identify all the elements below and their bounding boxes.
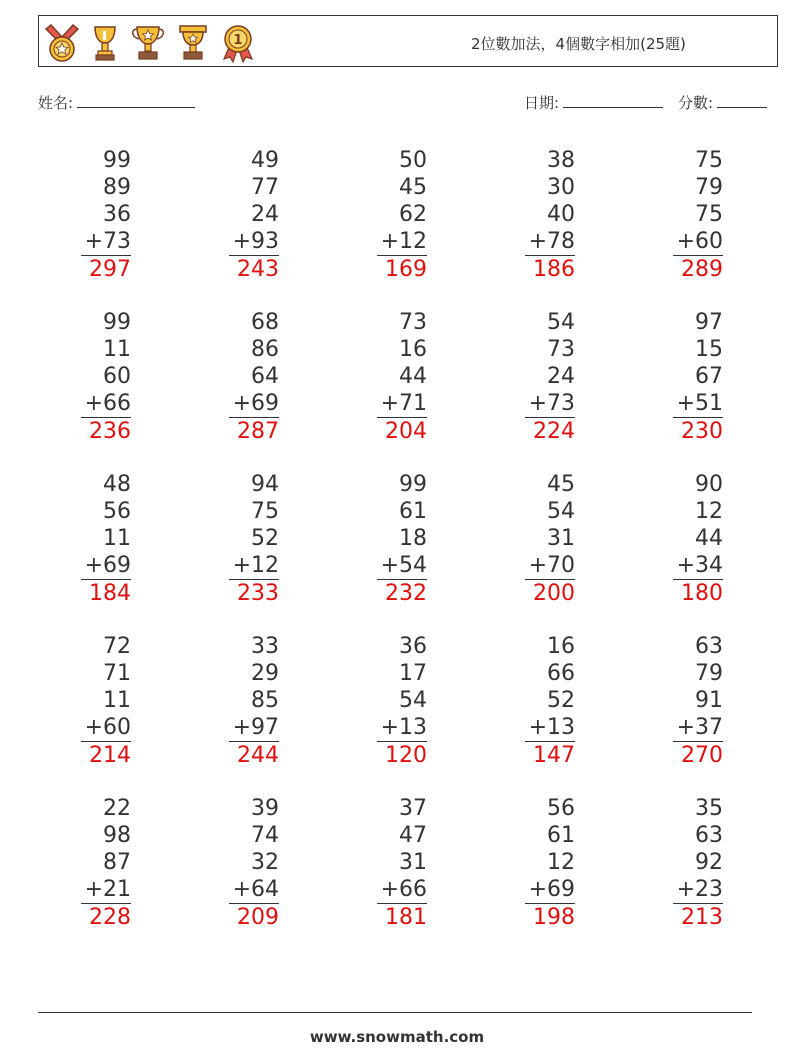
answer: 236 [89,419,131,444]
addend: 36 [103,202,131,227]
addend: +66 [377,876,427,904]
addend: 33 [251,634,279,659]
addend: 68 [251,310,279,335]
addend: 85 [251,688,279,713]
answer: 233 [237,581,279,606]
addend: 38 [547,148,575,173]
addend: 56 [547,796,575,821]
addend: 90 [695,472,723,497]
addend: +78 [525,228,575,256]
addend: +69 [229,390,279,418]
footer-site: www.snowmath.com [309,1028,485,1046]
addend: +51 [673,390,723,418]
addend: 99 [103,310,131,335]
problem-16 [81,633,131,769]
addend: 52 [547,688,575,713]
addend: 64 [251,364,279,389]
date-label: 日期: [524,94,560,112]
addend: +73 [81,228,131,256]
answer: 198 [533,905,575,930]
problem-1 [81,147,131,283]
answer: 289 [681,257,723,282]
addend: 24 [547,364,575,389]
problem-18 [377,633,427,769]
addend: +64 [229,876,279,904]
addend: 63 [695,634,723,659]
addend: +60 [81,714,131,742]
problem-12 [229,471,279,607]
addend: 45 [399,175,427,200]
addend: +70 [525,552,575,580]
addend: 73 [547,337,575,362]
answer: 297 [89,257,131,282]
addend: +73 [525,390,575,418]
answer: 232 [385,581,427,606]
addend: 91 [695,688,723,713]
addend: 36 [399,634,427,659]
addend: 75 [251,499,279,524]
problem-10 [673,309,723,445]
addend: 11 [103,526,131,551]
addend: +54 [377,552,427,580]
answer: 213 [681,905,723,930]
addend: 94 [251,472,279,497]
problem-25 [673,795,723,931]
problem-5 [673,147,723,283]
addend: 67 [695,364,723,389]
addend: 12 [547,850,575,875]
addend: 31 [547,526,575,551]
answer: 200 [533,581,575,606]
svg-text:1: 1 [233,33,243,48]
addend: 98 [103,823,131,848]
problem-6 [81,309,131,445]
problem-19 [525,633,575,769]
addend: 39 [251,796,279,821]
answer: 270 [681,743,723,768]
addend: +69 [81,552,131,580]
answer: 224 [533,419,575,444]
answer: 184 [89,581,131,606]
addend: +13 [525,714,575,742]
addend: 79 [695,175,723,200]
problem-21 [81,795,131,931]
problem-11 [81,471,131,607]
addend: 12 [695,499,723,524]
addend: 66 [547,661,575,686]
answer: 214 [89,743,131,768]
addend: +69 [525,876,575,904]
addend: 44 [695,526,723,551]
addend: +12 [377,228,427,256]
addend: 45 [547,472,575,497]
addend: +37 [673,714,723,742]
addend: +12 [229,552,279,580]
addend: 52 [251,526,279,551]
answer: 169 [385,257,427,282]
worksheet-title: 2位數加法，4個數字相加(25題) [471,35,686,53]
problem-15 [673,471,723,607]
addend: 97 [695,310,723,335]
problem-8 [377,309,427,445]
addend: 89 [103,175,131,200]
addend: 54 [399,688,427,713]
addend: 61 [547,823,575,848]
addend: +13 [377,714,427,742]
answer: 180 [681,581,723,606]
problem-9 [525,309,575,445]
addend: 22 [103,796,131,821]
addend: 15 [695,337,723,362]
addend: 16 [547,634,575,659]
addend: 75 [695,148,723,173]
addend: 99 [399,472,427,497]
footer-divider [38,1012,752,1013]
addend: 92 [695,850,723,875]
addend: 47 [399,823,427,848]
addend: 77 [251,175,279,200]
addend: +21 [81,876,131,904]
name-label: 姓名: [38,94,74,112]
problem-14 [525,471,575,607]
answer: 120 [385,743,427,768]
addend: 73 [399,310,427,335]
addend: 54 [547,310,575,335]
addend: 24 [251,202,279,227]
addend: +97 [229,714,279,742]
addend: 48 [103,472,131,497]
problem-17 [229,633,279,769]
addend: 71 [103,661,131,686]
addend: 75 [695,202,723,227]
problem-23 [377,795,427,931]
addend: 40 [547,202,575,227]
addend: 18 [399,526,427,551]
addend: 29 [251,661,279,686]
addend: 32 [251,850,279,875]
answer: 228 [89,905,131,930]
answer: 287 [237,419,279,444]
addend: +23 [673,876,723,904]
addend: 79 [695,661,723,686]
addend: +66 [81,390,131,418]
problem-24 [525,795,575,931]
problem-13 [377,471,427,607]
addend: +34 [673,552,723,580]
addend: 63 [695,823,723,848]
answer: 209 [237,905,279,930]
answer: 186 [533,257,575,282]
problem-4 [525,147,575,283]
addend: 62 [399,202,427,227]
addend: +93 [229,228,279,256]
addend: +60 [673,228,723,256]
addend: 74 [251,823,279,848]
addend: 56 [103,499,131,524]
addend: 30 [547,175,575,200]
problem-20 [673,633,723,769]
addend: 49 [251,148,279,173]
addend: 87 [103,850,131,875]
addend: 11 [103,337,131,362]
problem-2 [229,147,279,283]
problem-22 [229,795,279,931]
answer: 244 [237,743,279,768]
problem-3 [377,147,427,283]
addend: 37 [399,796,427,821]
addend: +71 [377,390,427,418]
score-label: 分數: [678,94,714,112]
addend: 16 [399,337,427,362]
addend: 11 [103,688,131,713]
addend: 99 [103,148,131,173]
answer: 243 [237,257,279,282]
answer: 147 [533,743,575,768]
addend: 72 [103,634,131,659]
addend: 86 [251,337,279,362]
addend: 31 [399,850,427,875]
addend: 44 [399,364,427,389]
addend: 61 [399,499,427,524]
addend: 54 [547,499,575,524]
answer: 204 [385,419,427,444]
addend: 60 [103,364,131,389]
addend: 50 [399,148,427,173]
answer: 230 [681,419,723,444]
problem-7 [229,309,279,445]
answer: 181 [385,905,427,930]
addend: 17 [399,661,427,686]
addend: 35 [695,796,723,821]
